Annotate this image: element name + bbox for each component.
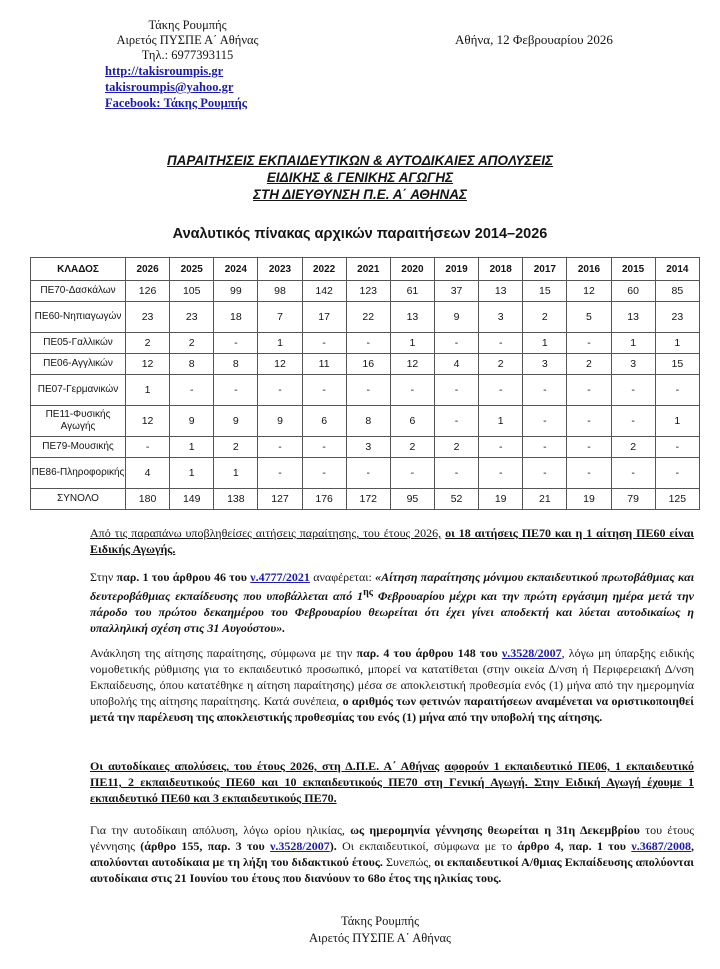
table-row xyxy=(31,489,700,510)
value-cell: 9 xyxy=(170,406,214,437)
value-cell: - xyxy=(567,375,611,406)
header-year: 2020 xyxy=(390,258,434,281)
value-cell: 23 xyxy=(126,302,170,333)
value-cell: - xyxy=(434,458,478,489)
value-cell: - xyxy=(479,333,523,354)
p2-quote-end: Φεβρουαρίου μέχρι και την πρώτη εργάσιμη ημέρα μετά την πάροδο του πρώτου δεκαημέρου του Φεβρουαρίου θεωρείται ότι έχει γίνει αποδεκτή και λύεται αυτοδικαίως η υπαλληλική σχέση στις 31 Αυγούστου». xyxy=(90,589,694,635)
value-cell: - xyxy=(302,333,346,354)
p5-h: άρθρο 4, παρ. 1 του xyxy=(517,839,627,853)
table-row xyxy=(31,458,700,489)
value-cell: 15 xyxy=(523,281,567,302)
law-3528-link[interactable]: ν.3528/2007 xyxy=(501,646,562,660)
value-cell: 1 xyxy=(523,333,567,354)
value-cell: 1 xyxy=(479,406,523,437)
value-cell: - xyxy=(611,458,655,489)
website-link[interactable]: http://takisroumpis.gr xyxy=(105,64,224,78)
value-cell: 2 xyxy=(434,437,478,458)
value-cell: - xyxy=(611,375,655,406)
p5-b: ως ημερομηνία γέννησης θεωρείται η 31η Δεκεμβρίου xyxy=(350,823,640,837)
value-cell: - xyxy=(655,458,699,489)
value-cell: - xyxy=(567,333,611,354)
value-cell: - xyxy=(434,333,478,354)
value-cell: 13 xyxy=(390,302,434,333)
table-row xyxy=(31,375,700,406)
value-cell: 85 xyxy=(655,281,699,302)
value-cell: 13 xyxy=(611,302,655,333)
table-row xyxy=(31,333,700,354)
p3-a: Ανάκληση της αίτησης παραίτησης, σύμφωνα με την xyxy=(90,646,353,660)
p1-bold: οι 18 αιτήσεις ΠΕ70 και η 1 αίτηση ΠΕ60 είναι Ειδικής Αγωγής. xyxy=(90,526,694,556)
value-cell: - xyxy=(258,458,302,489)
header-year: 2016 xyxy=(567,258,611,281)
category-cell: ΠΕ86-Πληροφορικής xyxy=(31,458,126,489)
header-year: 2019 xyxy=(434,258,478,281)
value-cell: 126 xyxy=(126,281,170,302)
value-cell: - xyxy=(611,406,655,437)
value-cell: 60 xyxy=(611,281,655,302)
email-link[interactable]: takisroumpis@yahoo.gr xyxy=(105,80,234,94)
p3-d: , λόγω μη ύπαρξης ειδικής νομοθετικής ρύθμισης για το εκπαιδευτικό προσωπικό, μπορεί να κατατίθεται (στην οικεία Δ/νση ή Περιφερειακή Δ/νση Εκπαίδευσης, όπου κατατέθηκε η αίτηση παραίτησης) μέσα σε αποκλειστική προθεσμία ενός (1) μήνα από την ημερομηνία υποβολής της αίτησης παραίτησης. Κατά συνέπεια, xyxy=(90,646,695,708)
value-cell: 8 xyxy=(214,354,258,375)
value-cell: 1 xyxy=(655,333,699,354)
law-3528-link-2[interactable]: ν.3528/2007 xyxy=(270,839,330,853)
value-cell: 4 xyxy=(126,458,170,489)
value-cell: 1 xyxy=(214,458,258,489)
paragraph-law-4777 xyxy=(90,569,694,636)
value-cell: 105 xyxy=(170,281,214,302)
value-cell: 1 xyxy=(170,458,214,489)
value-cell: 9 xyxy=(434,302,478,333)
value-cell: 2 xyxy=(214,437,258,458)
p5-c: του έτους γέννησης xyxy=(90,823,694,853)
value-cell: 9 xyxy=(214,406,258,437)
value-cell: - xyxy=(567,437,611,458)
p3-e: ο αριθμός των φετινών παραιτήσεων αναμένεται να οριστικοποιηθεί μετά την παρέλευση της αποκλειστικής προθεσμίας του ενός (1) μήνα από την υποβολή της αίτησης. xyxy=(90,694,694,724)
value-cell: 3 xyxy=(611,354,655,375)
value-cell: 12 xyxy=(126,354,170,375)
header-year: 2022 xyxy=(302,258,346,281)
value-cell: - xyxy=(523,458,567,489)
value-cell: 11 xyxy=(302,354,346,375)
value-cell: - xyxy=(346,375,390,406)
table-row xyxy=(31,354,700,375)
value-cell: 7 xyxy=(258,302,302,333)
value-cell: 138 xyxy=(214,489,258,510)
value-cell: - xyxy=(523,437,567,458)
p5-j: , απολύονται αυτοδίκαια με τη λήξη του διδακτικού έτους. xyxy=(90,839,695,869)
value-cell: - xyxy=(390,375,434,406)
value-cell: - xyxy=(170,375,214,406)
table-row xyxy=(31,437,700,458)
paragraph-dismissals xyxy=(90,758,694,806)
header-year: 2017 xyxy=(523,258,567,281)
table-row xyxy=(31,281,700,302)
value-cell: 127 xyxy=(258,489,302,510)
header-year: 2014 xyxy=(655,258,699,281)
title-line-2: ΕΙΔΙΚΗΣ & ΓΕΝΙΚΗΣ ΑΓΩΓΗΣ xyxy=(266,170,454,185)
value-cell: 79 xyxy=(611,489,655,510)
value-cell: - xyxy=(655,437,699,458)
facebook-link[interactable]: Facebook: Τάκης Ρουμπής xyxy=(105,96,247,110)
p5-d: (άρθρο 155, παρ. 3 του xyxy=(140,839,265,853)
p2-sup: ης xyxy=(363,587,373,598)
value-cell: 61 xyxy=(390,281,434,302)
value-cell: - xyxy=(214,333,258,354)
header-year: 2026 xyxy=(126,258,170,281)
header-year: 2024 xyxy=(214,258,258,281)
title-line-1: ΠΑΡΑΙΤΗΣΕΙΣ ΕΚΠΑΙΔΕΥΤΙΚΩΝ & ΑΥΤΟΔΙΚΑΙΕΣ ΑΠΟΛΥΣΕΙΣ xyxy=(166,153,554,168)
value-cell: 13 xyxy=(479,281,523,302)
value-cell: - xyxy=(258,437,302,458)
table-header-row xyxy=(31,258,700,281)
table-row xyxy=(31,302,700,333)
value-cell: 52 xyxy=(434,489,478,510)
p1-text: Από τις παραπάνω υποβληθείσες αιτήσεις παραίτησης, του έτους 2026, xyxy=(90,526,442,540)
value-cell: 37 xyxy=(434,281,478,302)
value-cell: - xyxy=(479,437,523,458)
value-cell: 8 xyxy=(170,354,214,375)
p5-f: ). xyxy=(329,839,337,853)
category-cell: ΠΕ07-Γερμανικών xyxy=(31,375,126,406)
category-cell: ΠΕ79-Μουσικής xyxy=(31,437,126,458)
value-cell: - xyxy=(434,406,478,437)
signature-block xyxy=(300,913,460,947)
value-cell: - xyxy=(655,375,699,406)
value-cell: 1 xyxy=(258,333,302,354)
header-year: 2021 xyxy=(346,258,390,281)
value-cell: 21 xyxy=(523,489,567,510)
p4-a: Οι αυτοδίκαιες απολύσεις, του έτους 2026, στη Δ.Π.Ε. Α΄ Αθήνας xyxy=(90,759,440,773)
value-cell: - xyxy=(567,406,611,437)
value-cell: - xyxy=(346,458,390,489)
value-cell: 2 xyxy=(479,354,523,375)
sender-block xyxy=(105,18,270,111)
value-cell: 22 xyxy=(346,302,390,333)
value-cell: 125 xyxy=(655,489,699,510)
value-cell: 23 xyxy=(170,302,214,333)
value-cell: - xyxy=(302,375,346,406)
value-cell: 123 xyxy=(346,281,390,302)
date-line: Αθήνα, 12 Φεβρουαρίου 2026 xyxy=(455,32,613,47)
value-cell: - xyxy=(346,333,390,354)
value-cell: - xyxy=(523,406,567,437)
paragraph-age-limit xyxy=(90,822,694,886)
category-cell: ΠΕ06-Αγγλικών xyxy=(31,354,126,375)
value-cell: - xyxy=(302,458,346,489)
value-cell: 23 xyxy=(655,302,699,333)
p5-a: Για την αυτοδίκαιη απόλυση, λόγω ορίου ηλικίας, xyxy=(90,823,345,837)
p2-b: παρ. 1 του άρθρου 46 του xyxy=(116,570,247,584)
header-year: 2025 xyxy=(170,258,214,281)
value-cell: 12 xyxy=(126,406,170,437)
sender-role: Αιρετός ΠΥΣΠΕ Α΄ Αθήνας xyxy=(116,33,259,47)
header-year: 2023 xyxy=(258,258,302,281)
value-cell: 2 xyxy=(390,437,434,458)
value-cell: 12 xyxy=(390,354,434,375)
value-cell: 2 xyxy=(523,302,567,333)
value-cell: 18 xyxy=(214,302,258,333)
paragraph-special-education xyxy=(90,525,694,557)
value-cell: 19 xyxy=(567,489,611,510)
value-cell: 15 xyxy=(655,354,699,375)
value-cell: 16 xyxy=(346,354,390,375)
value-cell: 172 xyxy=(346,489,390,510)
category-cell: ΠΕ05-Γαλλικών xyxy=(31,333,126,354)
value-cell: - xyxy=(479,458,523,489)
value-cell: 4 xyxy=(434,354,478,375)
value-cell: - xyxy=(434,375,478,406)
document-title xyxy=(90,152,630,203)
law-3687-link[interactable]: ν.3687/2008 xyxy=(631,839,692,853)
table-row xyxy=(31,406,700,437)
signature-name: Τάκης Ρουμπής xyxy=(340,914,420,928)
value-cell: 2 xyxy=(567,354,611,375)
value-cell: 2 xyxy=(126,333,170,354)
value-cell: 9 xyxy=(258,406,302,437)
table-title: Αναλυτικός πίνακας αρχικών παραιτήσεων 2014–2026 xyxy=(172,226,548,242)
value-cell: 12 xyxy=(258,354,302,375)
value-cell: - xyxy=(390,458,434,489)
value-cell: - xyxy=(214,375,258,406)
paragraph-revocation xyxy=(90,645,694,725)
value-cell: 3 xyxy=(523,354,567,375)
value-cell: 2 xyxy=(170,333,214,354)
value-cell: 2 xyxy=(611,437,655,458)
value-cell: 98 xyxy=(258,281,302,302)
p5-g: Οι εκπαιδευτικοί, σύμφωνα με το xyxy=(342,839,513,853)
value-cell: 1 xyxy=(170,437,214,458)
value-cell: - xyxy=(126,437,170,458)
category-cell: ΠΕ11-Φυσικής Αγωγής xyxy=(31,406,126,437)
value-cell: - xyxy=(258,375,302,406)
p2-quote-start: «Αίτηση παραίτησης μόνιμου εκπαιδευτικού πρωτοβάθμιας και δευτεροβάθμιας εκπαίδευσης που υποβάλλεται από 1 xyxy=(90,570,695,603)
law-4777-link[interactable]: ν.4777/2021 xyxy=(250,570,310,584)
value-cell: 6 xyxy=(390,406,434,437)
value-cell: 6 xyxy=(302,406,346,437)
signature-role: Αιρετός ΠΥΣΠΕ Α΄ Αθήνας xyxy=(309,931,451,945)
value-cell: 12 xyxy=(567,281,611,302)
value-cell: 17 xyxy=(302,302,346,333)
p2-d: αναφέρεται: xyxy=(313,570,372,584)
category-cell: ΠΕ70-Δασκάλων xyxy=(31,281,126,302)
title-line-3: ΣΤΗ ΔΙΕΥΘΥΝΣΗ Π.Ε. Α΄ ΑΘΗΝΑΣ xyxy=(253,187,467,202)
value-cell: 1 xyxy=(390,333,434,354)
header-year: 2015 xyxy=(611,258,655,281)
value-cell: 5 xyxy=(567,302,611,333)
header-year: 2018 xyxy=(479,258,523,281)
value-cell: 176 xyxy=(302,489,346,510)
p5-l: οι εκπαιδευτικοί Α/θμιας Εκπαίδευσης απολύονται αυτοδίκαια στις 21 Ιουνίου του έτους που διανύουν το 68ο έτος της ηλικίας τους. xyxy=(90,855,695,885)
category-cell: ΠΕ60-Νηπιαγωγών xyxy=(31,302,126,333)
value-cell: 3 xyxy=(346,437,390,458)
value-cell: 3 xyxy=(479,302,523,333)
value-cell: 142 xyxy=(302,281,346,302)
value-cell: - xyxy=(302,437,346,458)
value-cell: 19 xyxy=(479,489,523,510)
value-cell: 1 xyxy=(655,406,699,437)
category-cell: ΣΥΝΟΛΟ xyxy=(31,489,126,510)
resignations-table xyxy=(30,257,700,510)
sender-phone: Τηλ.: 6977393115 xyxy=(141,48,234,62)
p2-a: Στην xyxy=(90,570,114,584)
value-cell: 8 xyxy=(346,406,390,437)
p3-b: παρ. 4 του άρθρου 148 του xyxy=(356,646,498,660)
value-cell: 95 xyxy=(390,489,434,510)
header-category: ΚΛΑΔΟΣ xyxy=(31,258,126,281)
value-cell: - xyxy=(479,375,523,406)
value-cell: 1 xyxy=(611,333,655,354)
value-cell: 1 xyxy=(126,375,170,406)
p5-k: Συνεπώς, xyxy=(386,855,432,869)
value-cell: 99 xyxy=(214,281,258,302)
value-cell: 180 xyxy=(126,489,170,510)
value-cell: - xyxy=(567,458,611,489)
value-cell: 149 xyxy=(170,489,214,510)
sender-name: Τάκης Ρουμπής xyxy=(148,18,227,32)
value-cell: - xyxy=(523,375,567,406)
p4-b: αφορούν 1 εκπαιδευτικό ΠΕ06, 1 εκπαιδευτικό ΠΕ11, 2 εκπαιδευτικούς ΠΕ60 και 10 εκπαιδευτικούς ΠΕ70 στη Γενική Αγωγή. Στην Ειδική Αγωγή έχουμε 1 εκπαιδευτικό ΠΕ60 και 3 εκπαιδευτικούς ΠΕ70. xyxy=(90,759,695,805)
